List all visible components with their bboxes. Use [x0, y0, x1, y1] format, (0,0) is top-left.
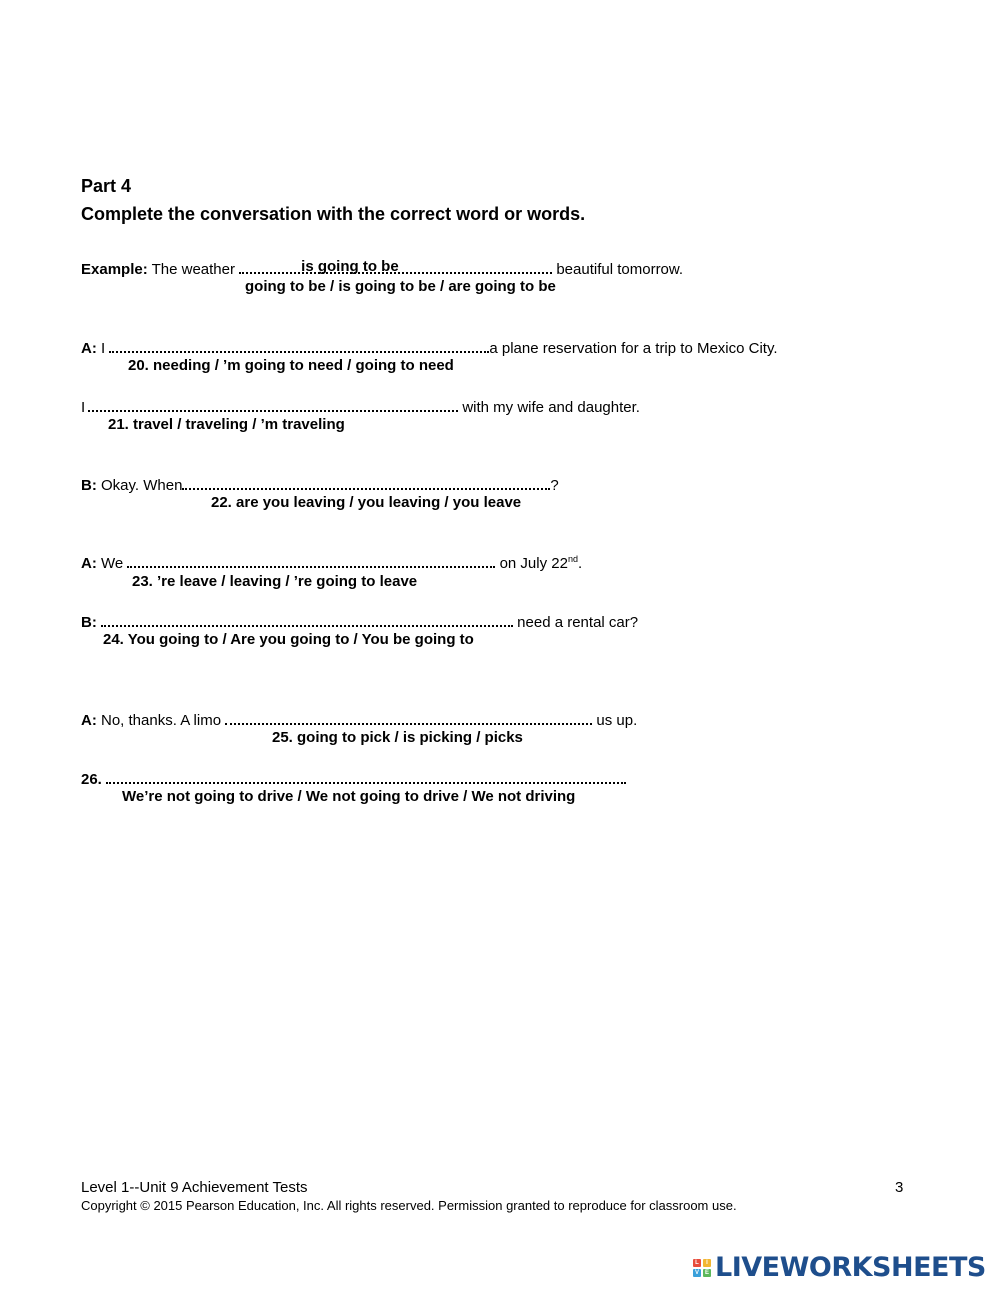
sentence-after: with my wife and daughter.	[462, 399, 640, 416]
item-21-sentence	[81, 396, 640, 416]
item-number: 26.	[81, 771, 102, 788]
item-20-sentence	[81, 337, 778, 357]
answer-blank-22[interactable]	[182, 474, 550, 490]
item-22-sentence	[81, 474, 559, 494]
example-sentence	[81, 258, 683, 278]
logo-block: E	[704, 1269, 709, 1276]
page-number: 3	[895, 1179, 904, 1196]
item-21-options: 21. travel / traveling / ’m traveling	[108, 416, 345, 433]
sentence-after: on July 22	[499, 555, 568, 572]
example-after: beautiful tomorrow.	[556, 261, 684, 278]
example-before: The weather	[151, 261, 235, 278]
sentence-after: us up.	[596, 712, 638, 729]
sentence-after: ?	[550, 477, 559, 494]
speaker-label: A:	[81, 712, 97, 729]
item-23-options: 23. ’re leave / leaving / ’re going to leave	[132, 573, 418, 590]
item-25-options: 25. going to pick / is picking / picks	[272, 729, 523, 746]
answer-blank-21[interactable]	[88, 396, 458, 412]
answer-blank-25[interactable]	[225, 709, 592, 725]
sentence-before: No, thanks. A limo	[101, 712, 222, 729]
answer-blank-24[interactable]	[101, 611, 513, 627]
example-blank	[239, 258, 552, 274]
logo-blocks-icon	[693, 1259, 711, 1277]
item-23-sentence	[81, 552, 582, 572]
speaker-label: B:	[81, 614, 97, 631]
example-answer: is going to be	[301, 258, 399, 275]
item-20-options: 20. needing / ’m going to need / going to need	[128, 357, 454, 374]
sentence-after: need a rental car?	[517, 614, 639, 631]
item-24-sentence	[81, 611, 638, 631]
sentence-before: We	[101, 555, 124, 572]
item-24-options: 24. You going to / Are you going to / You be going to	[103, 631, 474, 648]
brand-name: LIVEWORKSHEETS	[715, 1252, 986, 1283]
sentence-after: a plane reservation for a trip to Mexico City.	[489, 340, 778, 357]
logo-block: V	[694, 1269, 699, 1276]
footer-title: Level 1--Unit 9 Achievement Tests	[81, 1179, 308, 1196]
ordinal-suffix: nd	[567, 554, 578, 564]
sentence-before: I	[101, 340, 106, 357]
item-25-sentence	[81, 709, 637, 729]
liveworksheets-logo	[693, 1252, 986, 1283]
answer-blank-26[interactable]	[106, 768, 626, 784]
item-22-options: 22. are you leaving / you leaving / you leave	[211, 494, 522, 511]
answer-blank-23[interactable]	[127, 552, 495, 568]
example-options: going to be / is going to be / are going to be	[245, 278, 556, 295]
instructions: Complete the conversation with the correct word or words.	[81, 204, 586, 224]
copyright: Copyright © 2015 Pearson Education, Inc. All rights reserved. Permission granted to reproduce for classroom use.	[81, 1198, 737, 1213]
logo-block: I	[703, 1259, 711, 1267]
answer-blank-20[interactable]	[109, 337, 489, 353]
sentence-before: Okay. When	[101, 477, 183, 494]
item-26-sentence	[81, 768, 626, 788]
sentence-end: .	[577, 555, 583, 572]
item-26-options: We’re not going to drive / We not going to drive / We not driving	[122, 788, 576, 805]
speaker-label: A:	[81, 555, 97, 572]
speaker-label: A:	[81, 340, 97, 357]
sentence-before: I	[81, 399, 86, 416]
example-label: Example:	[81, 261, 148, 278]
logo-block: L	[693, 1259, 701, 1267]
part-heading: Part 4	[81, 176, 132, 196]
speaker-label: B:	[81, 477, 97, 494]
